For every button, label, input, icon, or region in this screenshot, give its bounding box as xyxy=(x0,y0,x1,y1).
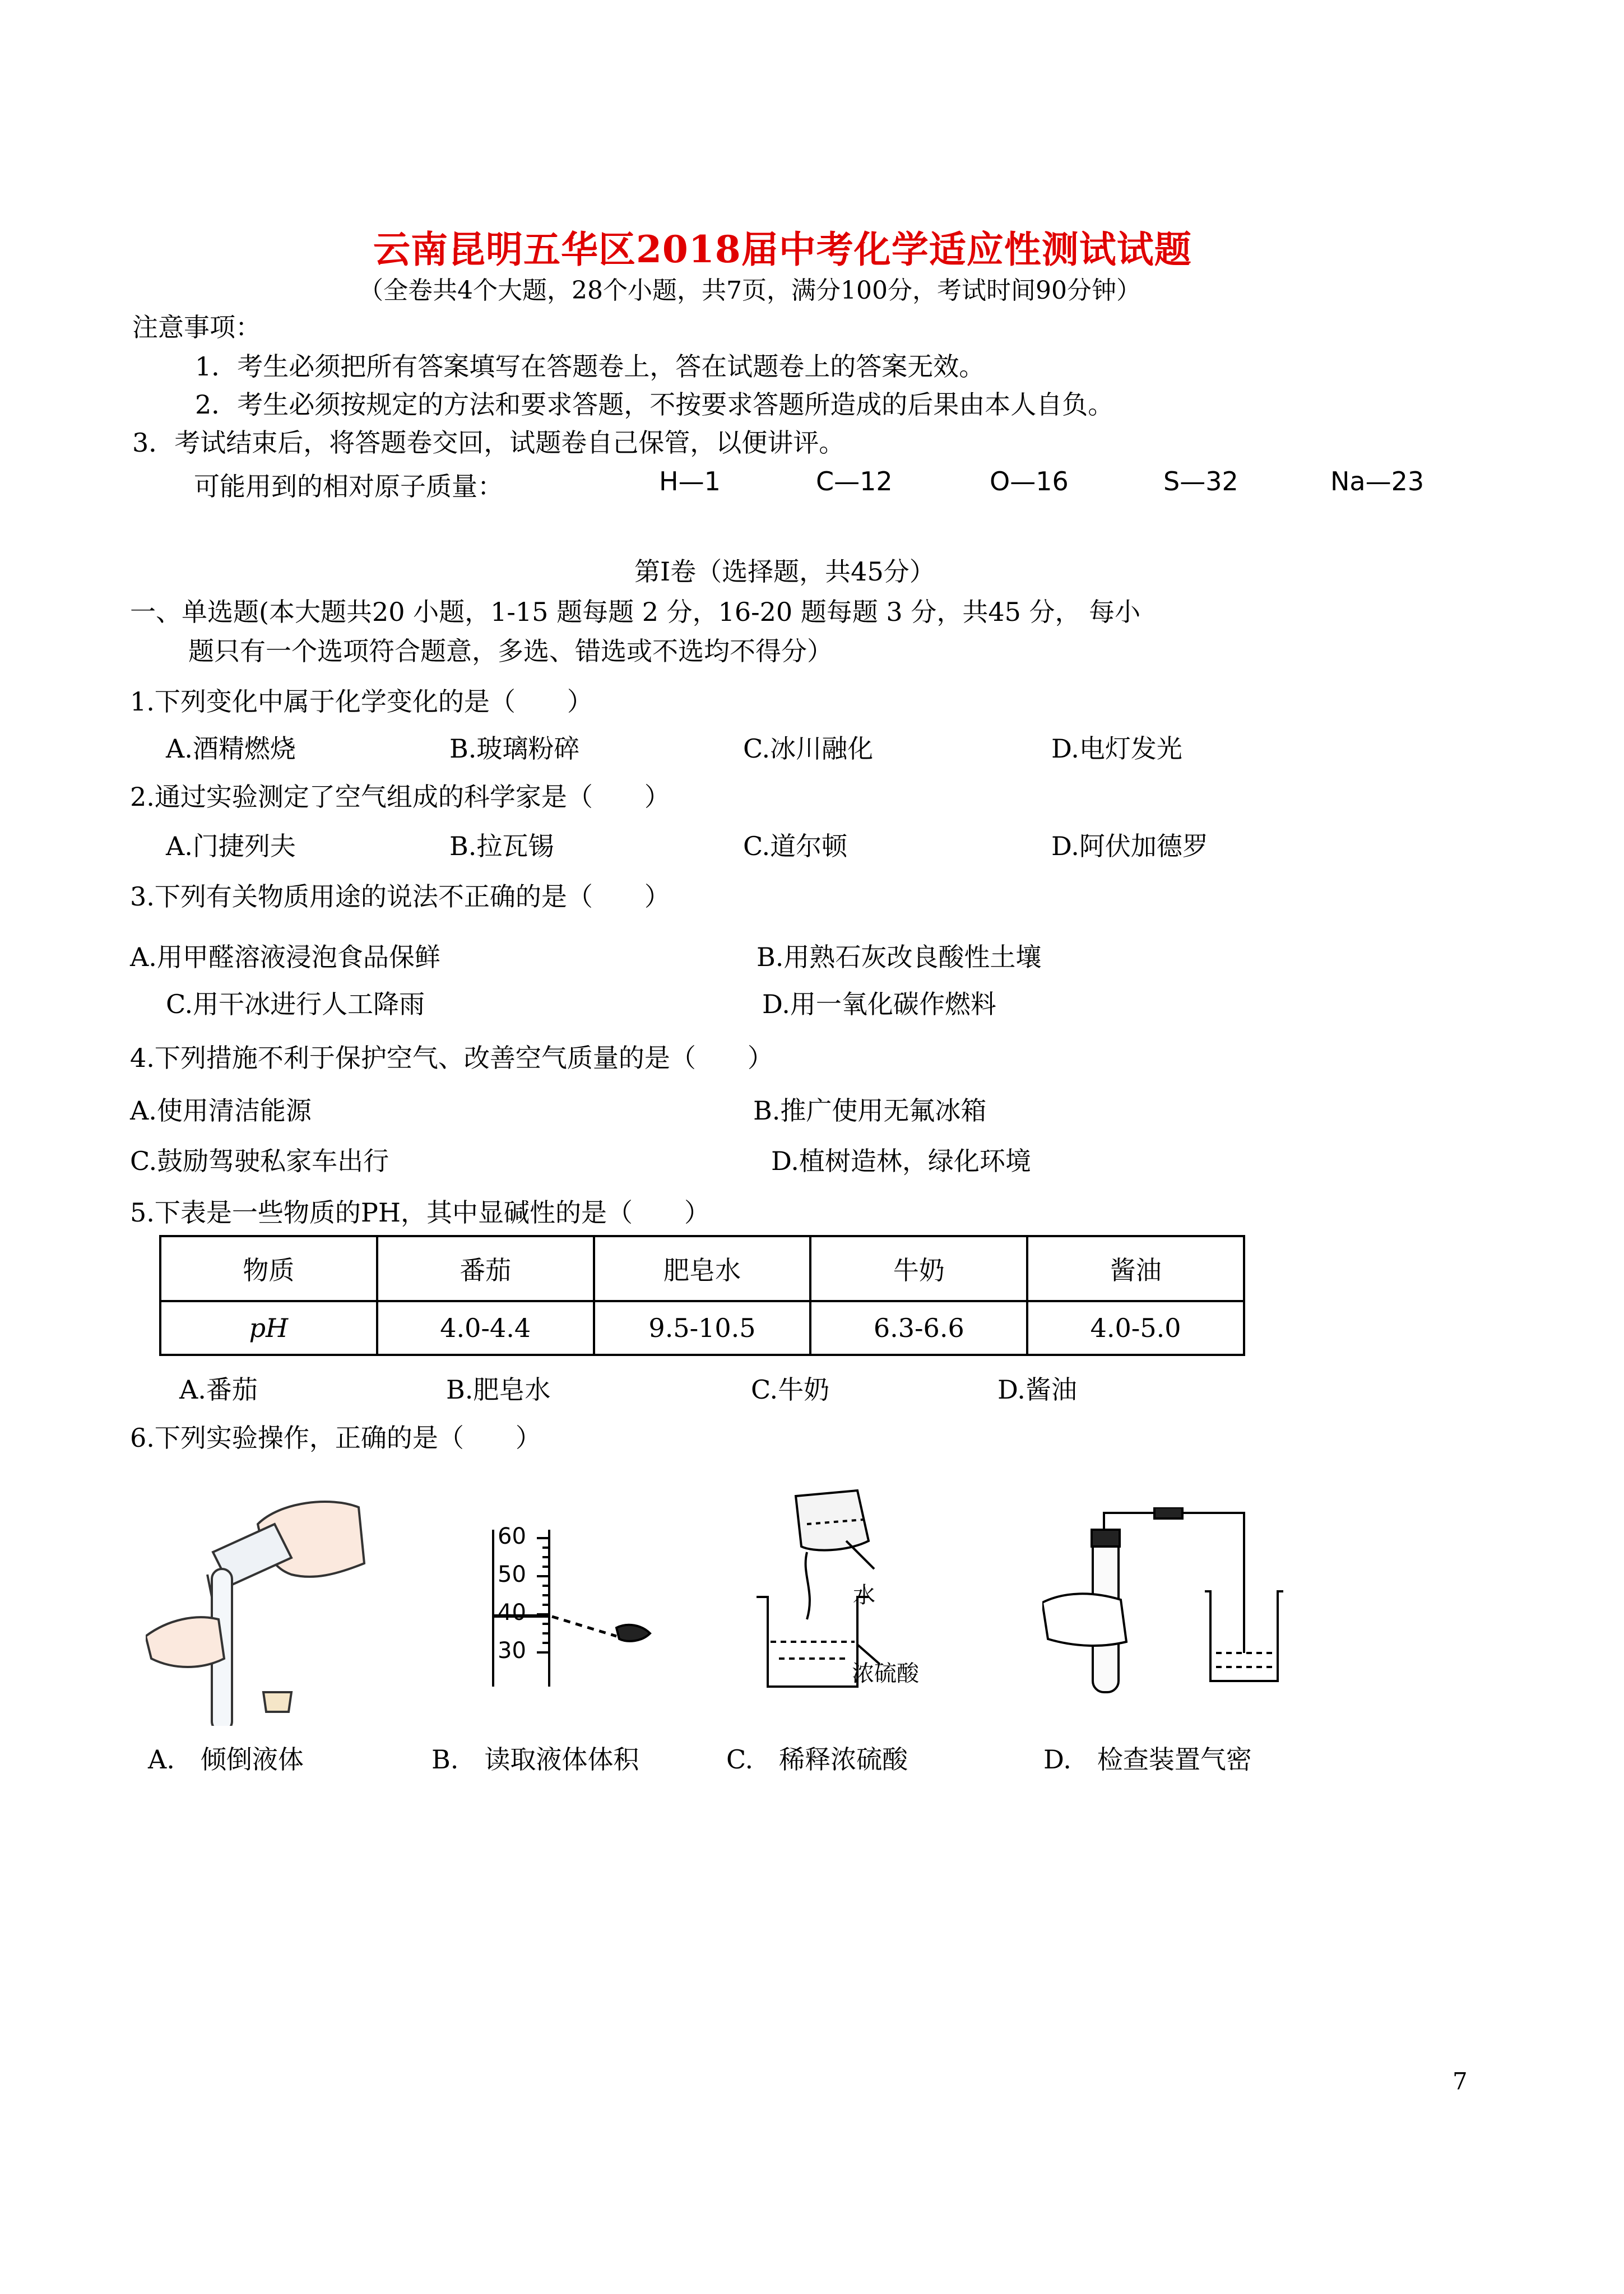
pouring-liquid-illustration xyxy=(146,1490,370,1726)
cylinder-tick-30: 30 xyxy=(498,1638,526,1664)
ph-table-header-cell: 酱油 xyxy=(1027,1236,1244,1301)
page-number: 7 xyxy=(1453,2068,1468,2095)
question-6-option-b: B. 读取液体体积 xyxy=(431,1744,639,1775)
ph-table-value-cell: 6.3-6.6 xyxy=(810,1301,1027,1355)
question-5-option-a: A.番茄 xyxy=(179,1374,258,1405)
ph-table-value-cell: 9.5-10.5 xyxy=(594,1301,811,1355)
section-title: 第Ⅰ卷（选择题，共45分） xyxy=(634,556,935,587)
note-item-3: 3．考试结束后，将答题卷交回，试题卷自己保管，以便讲评。 xyxy=(132,428,845,458)
question-1-option-b: B.玻璃粉碎 xyxy=(449,733,580,764)
question-4-option-c: C.鼓励驾驶私家车出行 xyxy=(130,1146,389,1176)
ph-table-header-row xyxy=(160,1236,1244,1301)
question-4-stem: 4.下列措施不利于保护空气、改善空气质量的是（ ） xyxy=(130,1043,773,1073)
question-2-option-c: C.道尔顿 xyxy=(743,831,848,861)
question-1-option-c: C.冰川融化 xyxy=(743,733,874,764)
atomic-mass-s: S—32 xyxy=(1163,466,1238,496)
atomic-mass-h: H—1 xyxy=(659,466,721,496)
question-3-stem: 3.下列有关物质用途的说法不正确的是（ ） xyxy=(130,881,670,912)
question-6-option-d: D. 检查装置气密 xyxy=(1043,1744,1252,1775)
question-6-stem: 6.下列实验操作，正确的是（ ） xyxy=(130,1423,541,1453)
question-4-option-a: A.使用清洁能源 xyxy=(130,1095,312,1126)
question-1-option-a: A.酒精燃烧 xyxy=(166,733,296,764)
airtightness-check-illustration xyxy=(1042,1507,1289,1698)
diluting-acid-illustration xyxy=(745,1485,958,1698)
section-instruction-1: 一、单选题(本大题共20 小题，1-15 题每题 2 分，16-20 题每题 3 分，共45 分， 每小 xyxy=(130,597,1141,627)
ph-table-row-label: pH xyxy=(160,1301,377,1355)
question-4-option-b: B.推广使用无氟冰箱 xyxy=(753,1095,987,1126)
ph-table-value-cell: 4.0-4.4 xyxy=(377,1301,594,1355)
question-6-option-c: C. 稀释浓硫酸 xyxy=(726,1744,908,1775)
atomic-mass-label: 可能用到的相对原子质量： xyxy=(194,471,503,501)
question-1-stem: 1.下列变化中属于化学变化的是（ ） xyxy=(130,686,593,717)
water-label: 水 xyxy=(853,1582,875,1608)
atomic-mass-c: C—12 xyxy=(816,466,893,496)
ph-table-value-cell: 4.0-5.0 xyxy=(1027,1301,1244,1355)
atomic-mass-o: O—16 xyxy=(990,466,1069,496)
exam-title: 云南昆明五华区2018届中考化学适应性测试试题 xyxy=(373,227,1192,271)
note-item-1: 1．考生必须把所有答案填写在答题卷上，答在试题卷上的答案无效。 xyxy=(195,351,985,382)
question-2-option-b: B.拉瓦锡 xyxy=(449,831,554,861)
cylinder-tick-40: 40 xyxy=(498,1600,526,1626)
question-1-option-d: D.电灯发光 xyxy=(1051,733,1182,764)
section-instruction-2: 题只有一个选项符合题意，多选、错选或不选均不得分） xyxy=(188,636,833,666)
atomic-mass-na: Na—23 xyxy=(1330,466,1425,496)
question-3-option-c: C.用干冰进行人工降雨 xyxy=(166,989,425,1019)
question-6-option-a: A. 倾倒液体 xyxy=(148,1744,304,1775)
notes-heading: 注意事项： xyxy=(132,312,261,342)
ph-table xyxy=(159,1235,1245,1356)
note-item-2: 2．考生必须按规定的方法和要求答题，不按要求答题所造成的后果由本人自负。 xyxy=(195,389,1114,420)
ph-table-header-cell: 肥皂水 xyxy=(594,1236,811,1301)
ph-table-value-row xyxy=(160,1301,1244,1355)
ph-table-header-cell: 番茄 xyxy=(377,1236,594,1301)
cylinder-tick-60: 60 xyxy=(498,1524,526,1549)
ph-table-header-cell: 牛奶 xyxy=(810,1236,1027,1301)
question-3-option-a: A.用甲醛溶液浸泡食品保鲜 xyxy=(130,942,440,972)
question-5-option-d: D.酱油 xyxy=(997,1374,1077,1405)
question-5-option-c: C.牛奶 xyxy=(751,1374,830,1405)
question-3-option-d: D.用一氧化碳作燃料 xyxy=(762,989,996,1019)
graduated-cylinder-illustration xyxy=(482,1513,661,1687)
acid-label: 浓硫酸 xyxy=(852,1661,919,1687)
question-5-option-b: B.肥皂水 xyxy=(446,1374,551,1405)
question-4-option-d: D.植树造林，绿化环境 xyxy=(771,1146,1031,1176)
exam-subtitle: （全卷共4个大题，28个小题，共7页，满分100分，考试时间90分钟） xyxy=(359,276,1141,305)
question-3-option-b: B.用熟石灰改良酸性土壤 xyxy=(757,942,1042,972)
question-2-option-d: D.阿伏加德罗 xyxy=(1051,831,1208,861)
question-5-stem: 5.下表是一些物质的PH，其中显碱性的是（ ） xyxy=(130,1197,710,1228)
question-2-stem: 2.通过实验测定了空气组成的科学家是（ ） xyxy=(130,782,670,812)
ph-table-header-cell: 物质 xyxy=(160,1236,377,1301)
cylinder-tick-50: 50 xyxy=(498,1562,526,1587)
question-2-option-a: A.门捷列夫 xyxy=(166,831,296,861)
